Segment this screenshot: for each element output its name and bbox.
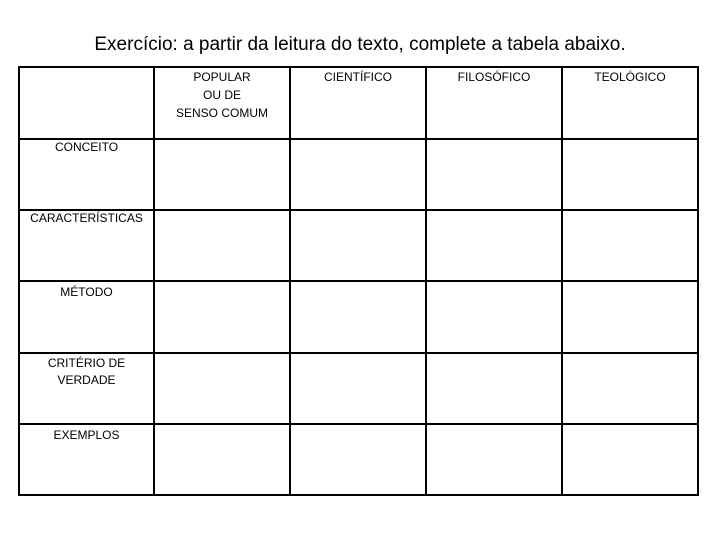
column-header-line: TEOLÓGICO xyxy=(594,70,666,84)
answer-cell[interactable] xyxy=(154,281,290,352)
answer-cell[interactable] xyxy=(290,139,426,210)
column-header-filosofico xyxy=(426,67,562,139)
answer-cell[interactable] xyxy=(290,281,426,352)
row-label-criterio xyxy=(19,353,154,424)
answer-cell[interactable] xyxy=(426,139,562,210)
page-title: Exercício: a partir da leitura do texto, complete a tabela abaixo. xyxy=(94,34,626,55)
answer-cell[interactable] xyxy=(426,353,562,424)
column-header-teologico xyxy=(562,67,698,139)
table-row-conceito xyxy=(19,139,698,210)
answer-cell[interactable] xyxy=(290,424,426,495)
answer-cell[interactable] xyxy=(562,210,698,281)
header-row xyxy=(19,67,698,139)
answer-cell[interactable] xyxy=(562,139,698,210)
column-header-line: SENSO COMUM xyxy=(175,106,268,120)
column-header-line: CIENTÍFICO xyxy=(324,70,392,84)
row-label-caracteristicas xyxy=(19,210,154,281)
row-label-text: VERDADE xyxy=(57,372,116,387)
row-label-text: EXEMPLOS xyxy=(53,427,120,442)
answer-cell[interactable] xyxy=(290,353,426,424)
table-row-exemplos xyxy=(19,424,698,495)
row-label-text: CARACTERÍSTICAS xyxy=(30,211,143,226)
answer-cell[interactable] xyxy=(154,353,290,424)
exercise-table xyxy=(18,66,699,496)
row-label-text: MÉTODO xyxy=(60,285,113,300)
answer-cell[interactable] xyxy=(562,281,698,352)
answer-cell[interactable] xyxy=(426,210,562,281)
answer-cell[interactable] xyxy=(562,353,698,424)
table-row-criterio xyxy=(19,353,698,424)
column-header-line: POPULAR xyxy=(193,70,251,84)
column-header-cientifico xyxy=(290,67,426,139)
answer-cell[interactable] xyxy=(154,424,290,495)
answer-cell[interactable] xyxy=(426,281,562,352)
table-row-metodo xyxy=(19,281,698,352)
answer-cell[interactable] xyxy=(426,424,562,495)
column-header-popular xyxy=(154,67,290,139)
row-label-text: CRITÉRIO DE xyxy=(47,355,126,370)
row-label-text: CONCEITO xyxy=(54,140,119,155)
answer-cell[interactable] xyxy=(290,210,426,281)
answer-cell[interactable] xyxy=(154,139,290,210)
row-label-metodo xyxy=(19,281,154,352)
table-row-caracteristicas xyxy=(19,210,698,281)
corner-cell xyxy=(19,67,154,139)
answer-cell[interactable] xyxy=(154,210,290,281)
column-header-line: FILOSÓFICO xyxy=(457,70,531,84)
row-label-conceito xyxy=(19,139,154,210)
row-label-exemplos xyxy=(19,424,154,495)
column-header-line: OU DE xyxy=(202,88,241,102)
answer-cell[interactable] xyxy=(562,424,698,495)
